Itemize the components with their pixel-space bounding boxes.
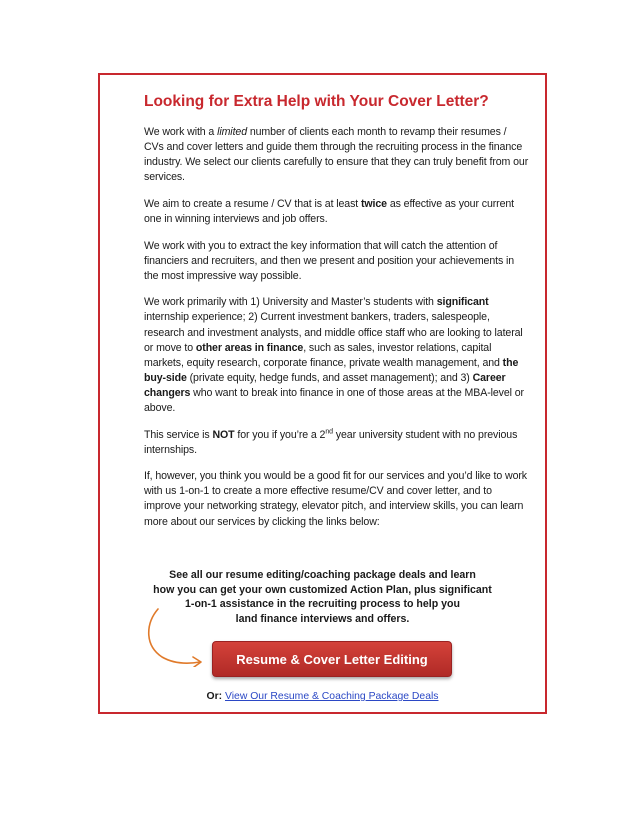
- cta-line: 1-on-1 assistance in the recruiting process to help you: [185, 598, 460, 611]
- paragraph-extract-info: We work with you to extract the key information that will catch the attention of financiers and recruiters, and then we present and position your achievements in the most impressive way possible.: [144, 239, 515, 282]
- body-paragraphs: [144, 125, 529, 530]
- paragraph-not-for-you: This service is NOT for you if you’re a 2nd year university student with no previous internships.: [144, 428, 518, 456]
- paragraph-limited-clients: We work with a limited number of clients each month to revamp their resumes / CVs and cover letters and guide them through the recruiting process in the finance industry. We select our clients carefully to ensure that they can truly benefit from our services.: [144, 126, 529, 184]
- cta-line: how you can get your own customized Action Plan, plus significant: [153, 583, 492, 596]
- package-deals-link[interactable]: View Our Resume & Coaching Package Deals: [224, 691, 439, 702]
- paragraph-who-we-work-with: We work primarily with 1) University and Master’s students with significant internship experience; 2) Current investment bankers, traders, salespeople, research and investment analysts, and middle office staff who are looking to lateral or move to other areas in finance, such as sales, investor relations, capital markets, equity research, corporate finance, private wealth management, and the buy-side (private equity, hedge funds, and asset management); and 3) Career changers who want to break into finance in one of those areas at the MBA-level or above.: [144, 296, 524, 414]
- resume-cover-letter-editing-button[interactable]: Resume & Cover Letter Editing: [212, 641, 452, 677]
- curved-arrow-icon: [144, 607, 214, 667]
- content: [144, 93, 529, 541]
- cta-line: See all our resume editing/coaching package deals and learn: [169, 569, 476, 581]
- alternate-link-line: [100, 691, 545, 702]
- cta-line: land finance interviews and offers.: [235, 612, 410, 625]
- or-label: Or:: [206, 691, 223, 702]
- box-heading: Looking for Extra Help with Your Cover Letter?: [144, 93, 489, 110]
- paragraph-twice-effective: We aim to create a resume / CV that is at least twice as effective as your current one in winning interviews and job offers.: [144, 197, 515, 225]
- paragraph-if-however: If, however, you think you would be a good fit for our services and you’d like to work with us 1-on-1 to create a more effective resume/CV and cover letter, and to improve your networking strategy, elevator pitch, and interview skills, you can learn more about our services by clicking the links below:: [144, 470, 527, 528]
- cover-letter-box: [98, 73, 547, 714]
